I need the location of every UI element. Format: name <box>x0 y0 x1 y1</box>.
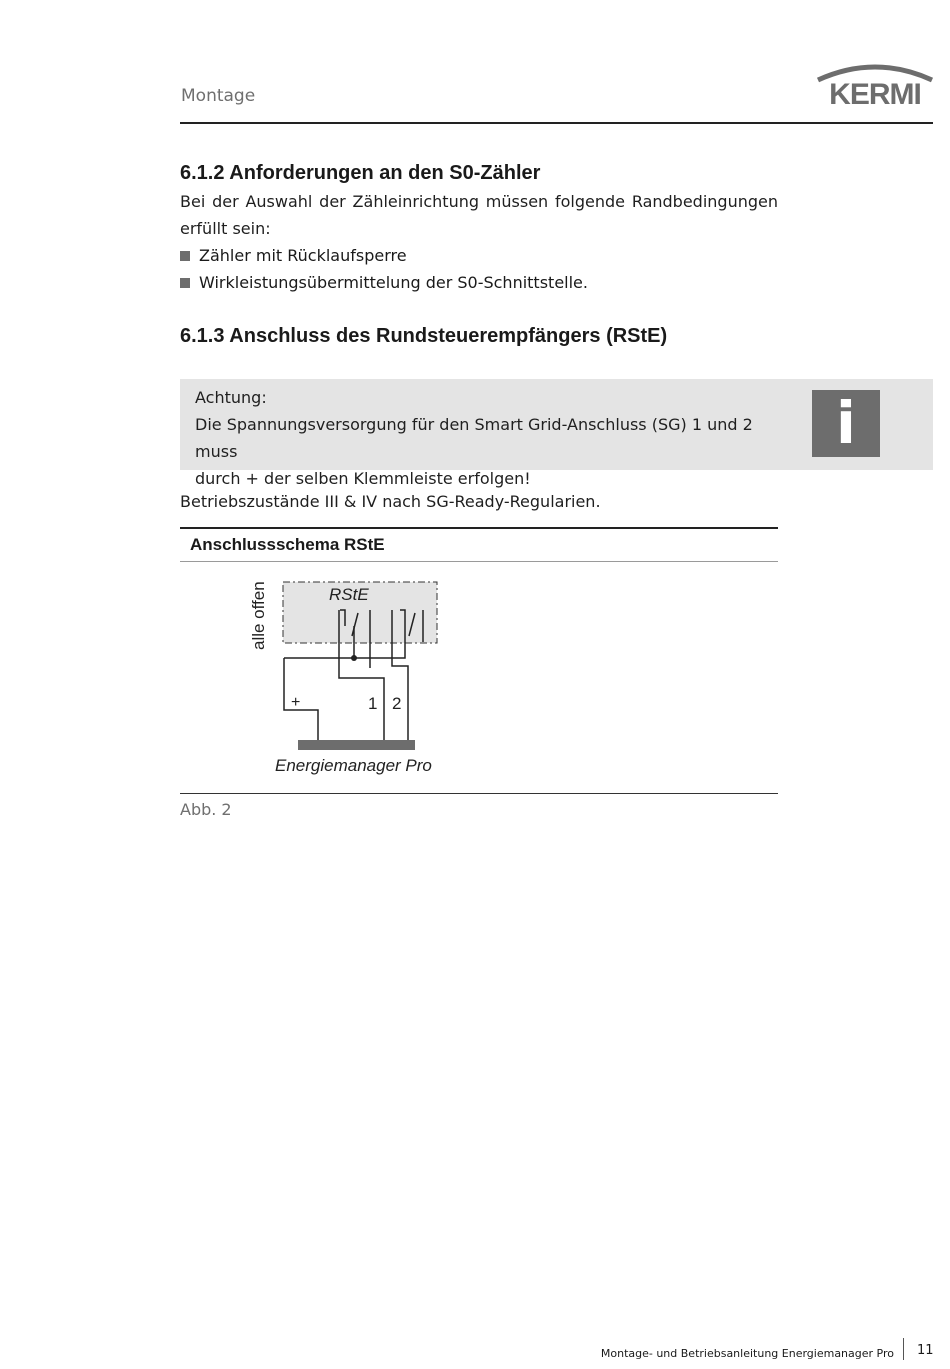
terminal-plus: + <box>291 694 301 711</box>
figure-title-rule <box>180 561 778 562</box>
footer-separator <box>903 1338 904 1360</box>
footer-doc-title: Montage- und Betriebsanleitung Energiemanager Pro <box>600 1347 894 1360</box>
notice-text <box>195 384 795 492</box>
terminal-2: 2 <box>392 694 402 713</box>
terminal-1: 1 <box>368 694 378 713</box>
figure-title: Anschlussschema RStE <box>190 535 385 554</box>
sg-ready-paragraph: Betriebszustände III & IV nach SG-Ready-Regularien. <box>180 492 601 511</box>
bullet-square-icon <box>180 278 190 288</box>
notice-line-2: durch + der selben Klemmleiste erfolgen! <box>195 469 531 488</box>
logo-text: KERMI <box>829 78 921 106</box>
info-icon: i <box>812 390 880 457</box>
section-label: Montage <box>181 86 256 106</box>
requirements-list <box>180 242 588 296</box>
figure-caption: Abb. 2 <box>180 800 232 819</box>
notice-title: Achtung: <box>195 388 267 407</box>
figure-bottom-rule <box>180 793 778 794</box>
heading-6-1-3: 6.1.3 Anschluss des Rundsteuerempfängers (RStE) <box>180 325 668 347</box>
notice-box <box>180 379 933 488</box>
bullet-square-icon <box>180 251 190 261</box>
header-rule <box>180 122 933 124</box>
intro-paragraph: Bei der Auswahl der Zähleinrichtung müssen folgende Randbedingungen erfüllt sein: <box>180 192 778 238</box>
side-label: alle offen <box>249 581 268 650</box>
list-item: Wirkleistungsübermittelung der S0-Schnittstelle. <box>180 269 588 296</box>
page-number: 11 <box>917 1343 934 1358</box>
kermi-logo <box>816 60 934 106</box>
figure-top-rule <box>180 527 778 529</box>
list-item: Zähler mit Rücklaufsperre <box>180 242 588 269</box>
rste-label: RStE <box>329 585 369 604</box>
heading-6-1-2: 6.1.2 Anforderungen an den S0-Zähler <box>180 162 541 184</box>
wiring-diagram <box>240 570 460 782</box>
notice-line-1: Die Spannungsversorgung für den Smart Grid-Anschluss (SG) 1 und 2 muss <box>195 415 753 461</box>
junction-dot <box>351 655 357 661</box>
device-label: Energiemanager Pro <box>275 756 432 775</box>
terminal-bar <box>298 740 415 750</box>
